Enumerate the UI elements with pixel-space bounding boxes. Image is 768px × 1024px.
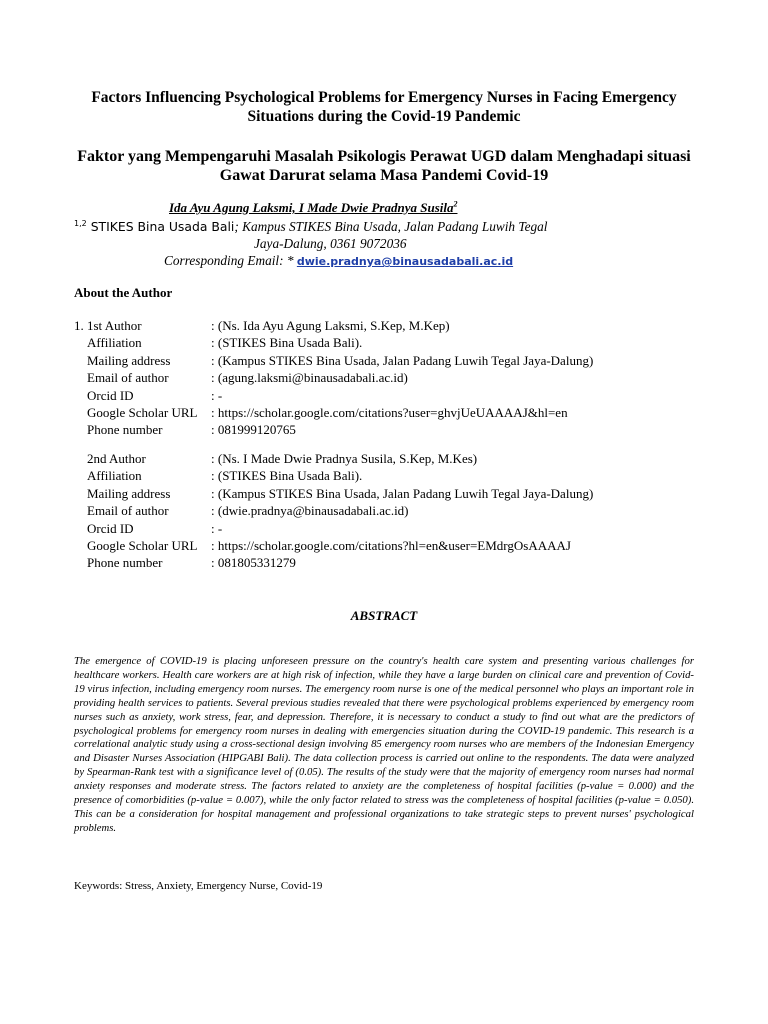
abstract-text: The emergence of COVID-19 is placing unforeseen pressure on the country's health care system and presenting various challenges for healthcare workers. Health care workers are at high risk of infection, while they have a large burden on clinical care and prevention of Covid-19 virus infection, including emergency room nurses. The emergency room nurse is one of the medical personnel who plays an important role in providing health services to patients. Several previous studies revealed that there were psychological problems experienced by emergency room nurses such as anxiety, work stress, fear, and depression. Therefore, it is necessary to conduct a study to find out what are the predictors of psychological problems for emergency room nurses in dealing with emergencies situation during the COVID-19 pandemic. This research is a correlational analytic study using a cross-sectional design involving 85 emergency room nurses who are members of the Indonesian Emergency and Disaster Nurses Association (HIPGABI Bali). The data collection process is carried out online to the respondents. The data were analyzed by Spearman-Rank test with a significance level of (0.05). The results of the study were that the majority of emergency room nurses had normal anxiety responses and moderate stress. The factors related to anxiety are the completeness of hospital facilities (p-value = 0.000) and the presence of comorbidities (p-value = 0.007), while the only factor related to stress was the completeness of hospital facilities (p-value = 0.050). This can be a consideration for hospital management and professional organizations to take strategic steps to prevent nurses' psychological problems.: [74, 655, 694, 834]
about-author-heading: About the Author: [74, 285, 173, 300]
author-names-text: Ida Ayu Agung Laksmi, I Made Dwie Pradnya Susila: [169, 200, 454, 215]
paper-title-english: Factors Influencing Psychological Problems for Emergency Nurses in Facing Emergency Situations during the Covid-19 Pandemic: [91, 89, 677, 125]
author-1-scholar-url: : https://scholar.google.com/citations?user=ghvjUeUAAAAJ&hl=en: [211, 404, 568, 420]
author-1-label: 1. 1st Author: [74, 318, 142, 333]
author-2-phone-row: [74, 554, 593, 571]
author-1-orcid-row: [74, 387, 593, 404]
author-2-email: : (dwie.pradnya@binausadabali.ac.id): [211, 503, 409, 519]
paper-title-indonesian: Faktor yang Mempengaruhi Masalah Psikologis Perawat UGD dalam Menghadapi situasi Gawat Darurat selama Masa Pandemi Covid-19: [77, 148, 691, 184]
affiliation-line-2: Jaya-Dalung, 0361 9072036: [254, 236, 407, 251]
affiliation-superscript: 1,2: [74, 218, 87, 228]
author-1-mailing-row: [74, 352, 593, 369]
author-1-affiliation: : (STIKES Bina Usada Bali).: [211, 335, 363, 351]
author-superscript: 2: [453, 199, 458, 209]
author-2-name-row: [74, 450, 593, 467]
abstract-heading: ABSTRACT: [350, 608, 418, 623]
affiliation-line-1: [74, 218, 547, 235]
author-names: [169, 200, 457, 216]
author-2-email-row: [74, 502, 593, 519]
author-1-email: : (agung.laksmi@binausadabali.ac.id): [211, 370, 408, 386]
institution-name: STIKES Bina Usada Bali: [90, 219, 235, 234]
author-2-scholar-url: : https://scholar.google.com/citations?hl=en&user=EMdrgOsAAAAJ: [211, 537, 571, 553]
affiliation-label: Affiliation: [87, 335, 142, 351]
author-1-block: [74, 317, 593, 439]
author-2-orcid-row: [74, 520, 593, 537]
scholar-label: Google Scholar URL: [87, 404, 198, 420]
orcid-label: Orcid ID: [87, 520, 134, 536]
author-1-affiliation-row: [74, 334, 593, 351]
author-1-orcid: : -: [211, 387, 223, 403]
corresponding-email-line: [164, 252, 513, 270]
author-1-email-row: [74, 369, 593, 386]
email-label: Email of author: [87, 370, 169, 386]
author-1-scholar-row: [74, 404, 593, 421]
keywords-line: Keywords: Stress, Anxiety, Emergency Nurse, Covid-19: [74, 880, 323, 892]
author-1-phone-row: [74, 421, 593, 438]
author-2-name: : (Ns. I Made Dwie Pradnya Susila, S.Kep, M.Kes): [211, 451, 478, 466]
author-1-phone: : 081999120765: [211, 422, 296, 438]
author-2-block: [74, 450, 593, 572]
mailing-label: Mailing address: [87, 485, 171, 501]
author-2-mailing-row: [74, 485, 593, 502]
author-2-phone: : 081805331279: [211, 555, 296, 571]
corresponding-email-label: Corresponding Email: *: [164, 253, 297, 268]
phone-label: Phone number: [87, 555, 163, 571]
author-1-mailing: : (Kampus STIKES Bina Usada, Jalan Padang Luwih Tegal Jaya-Dalung): [211, 352, 594, 368]
author-2-mailing: : (Kampus STIKES Bina Usada, Jalan Padang Luwih Tegal Jaya-Dalung): [211, 485, 594, 501]
corresponding-email-link[interactable]: dwie.pradnya@binausadabali.ac.id: [296, 255, 514, 268]
email-label: Email of author: [87, 503, 169, 519]
phone-label: Phone number: [87, 422, 163, 438]
scholar-label: Google Scholar URL: [87, 537, 198, 553]
author-1-name-row: [74, 317, 593, 334]
mailing-label: Mailing address: [87, 352, 171, 368]
author-1-name: : (Ns. Ida Ayu Agung Laksmi, S.Kep, M.Kep): [211, 318, 450, 333]
author-2-affiliation-row: [74, 467, 593, 484]
orcid-label: Orcid ID: [87, 387, 134, 403]
author-2-affiliation: : (STIKES Bina Usada Bali).: [211, 468, 363, 484]
institution-address: ; Kampus STIKES Bina Usada, Jalan Padang Luwih Tegal: [234, 219, 548, 234]
affiliation-label: Affiliation: [87, 468, 142, 484]
author-2-label: 2nd Author: [87, 451, 146, 466]
author-2-scholar-row: [74, 537, 593, 554]
author-2-orcid: : -: [211, 520, 223, 536]
